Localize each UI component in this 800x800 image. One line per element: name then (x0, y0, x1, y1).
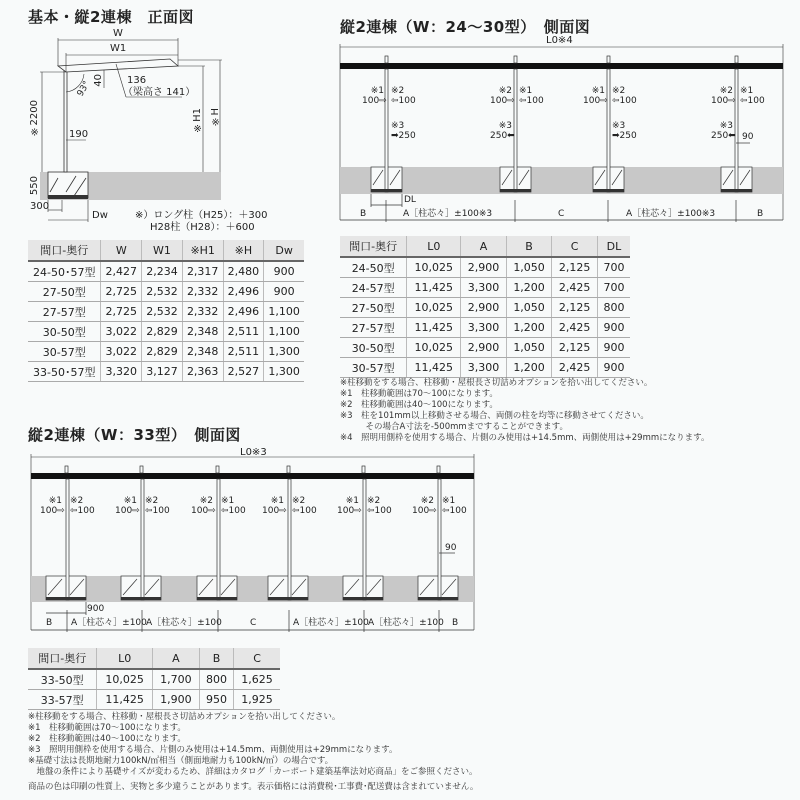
dim-h1: ※H1 (192, 108, 203, 133)
post2-move-note: ※3 250⬅ (490, 121, 515, 141)
cell: 27-50型 (28, 282, 101, 302)
note-line: ※3 照明用側枠を使用する場合、片側のみ使用は+14.5mm、両側使用は+29mmになります。 (28, 745, 398, 755)
cell: 700 (597, 257, 630, 278)
col-header: 間口-奥行 (28, 648, 97, 669)
col-header: B (506, 236, 552, 257)
bottom-dim-b-left: B (360, 209, 367, 219)
cell: 33-50･57型 (28, 362, 101, 382)
cell: 10,025 (407, 338, 461, 358)
cell: 2,511 (223, 342, 264, 362)
post33-2-left: ※1 100⇨ (115, 496, 140, 516)
dim-angle: 93° (75, 79, 93, 99)
cell: 10,025 (407, 298, 461, 318)
post4-left-note: ※2 100⇨ (711, 86, 736, 106)
cell: 3,022 (101, 322, 142, 342)
dim-dl: DL (404, 195, 416, 205)
col-header: 間口-奥行 (340, 236, 407, 257)
note-line: ※1 柱移動範囲は70〜100になります。 (28, 723, 186, 733)
bottom-dim-a-2: A［柱芯々］±100※3 (626, 209, 716, 219)
cell: 2,332 (182, 282, 223, 302)
dim-900: 900 (87, 604, 105, 614)
cell: 1,700 (152, 669, 199, 690)
cell: 24-57型 (340, 278, 407, 298)
cell: 2,527 (223, 362, 264, 382)
dim-w1: W1 (110, 43, 127, 54)
cell: 1,925 (234, 690, 280, 710)
cell: 3,022 (101, 342, 142, 362)
post1-move-note: ※3 ➡250 (391, 121, 416, 141)
table-row (28, 669, 280, 690)
note-line: ※基礎寸法は長期地耐力100kN/㎡相当（側面地耐力も100kN/㎡）の場合です。 (28, 756, 334, 766)
cell: 3,300 (461, 278, 507, 298)
post33-2-right: ※2 ⇦100 (145, 496, 170, 516)
dim-beam: 136 (127, 75, 147, 86)
cell: 2,348 (182, 342, 223, 362)
col-header: DL (597, 236, 630, 257)
bottom-dim-a-1: A［柱芯々］±100※3 (403, 209, 493, 219)
table-row (28, 342, 304, 362)
table-row (340, 278, 630, 298)
col-header: C (552, 236, 598, 257)
table-row (28, 690, 280, 710)
post4-move-note: ※3 250⬅ (711, 121, 736, 141)
cell: 30-57型 (340, 358, 407, 378)
post1-right-note: ※2 ⇦100 (391, 86, 416, 106)
post1-left-note: ※1 100⇨ (362, 86, 387, 106)
col-header: W (101, 240, 142, 261)
cell: 1,100 (264, 322, 304, 342)
cell: 2,332 (182, 302, 223, 322)
notes-33 (28, 712, 478, 778)
dim-300: 300 (30, 201, 50, 212)
cell: 2,425 (552, 278, 598, 298)
cell: 800 (199, 669, 233, 690)
col-header: Dw (264, 240, 304, 261)
cell: 2,480 (223, 261, 264, 282)
cell: 1,100 (264, 302, 304, 322)
cell: 2,125 (552, 298, 598, 318)
bottom-dim-c: C (558, 209, 565, 219)
dim-dw: Dw (92, 210, 108, 221)
table-row (340, 338, 630, 358)
post3-left-note: ※1 100⇨ (583, 86, 608, 106)
note-line: 地盤の条件により基礎サイズが変わるため、詳細はカタログ「カーポート建築基準法対応商品」をご参照ください。 (28, 767, 478, 777)
cell: 2,125 (552, 257, 598, 278)
cell: 30-50型 (28, 322, 101, 342)
post33-5-right: ※2 ⇦100 (367, 496, 392, 516)
cell: 33-50型 (28, 669, 97, 690)
cell: 1,200 (506, 318, 552, 338)
post2-right-note: ※1 ⇦100 (519, 86, 544, 106)
cell: 27-57型 (340, 318, 407, 338)
cell: 1,050 (506, 257, 552, 278)
cell: 2,532 (142, 302, 183, 322)
cell: 2,496 (223, 302, 264, 322)
cell: 2,348 (182, 322, 223, 342)
cell: 1,200 (506, 358, 552, 378)
cell: 1,200 (506, 278, 552, 298)
side-spec-table-24-30 (340, 236, 630, 378)
cell: 900 (264, 282, 304, 302)
note-line: ※柱移動をする場合、柱移動・屋根長さ切詰めオプションを拾い出してください。 (28, 712, 341, 722)
post2-left-note: ※2 100⇨ (490, 86, 515, 106)
col-header: W1 (142, 240, 183, 261)
cell: 27-50型 (340, 298, 407, 318)
cell: 3,300 (461, 358, 507, 378)
side-view-33-title: 縦2連棟（W：33型） 側面図 (28, 426, 241, 444)
table-row (340, 358, 630, 378)
dim-90: 90 (742, 132, 754, 142)
cell: 24-50･57型 (28, 261, 101, 282)
col-header: A (461, 236, 507, 257)
cell: 2,725 (101, 302, 142, 322)
cell: 900 (597, 338, 630, 358)
cell: 2,900 (461, 257, 507, 278)
table-row (28, 261, 304, 282)
cell: 900 (264, 261, 304, 282)
cell: 1,900 (152, 690, 199, 710)
dim-w: W (113, 28, 123, 39)
col-header: A (152, 648, 199, 669)
dim-l0-33: L0※3 (240, 447, 267, 458)
cell: 2,234 (142, 261, 183, 282)
post3-move-note: ※3 ➡250 (612, 121, 637, 141)
notes-24-30 (340, 378, 709, 444)
side-view-33-diagram (0, 440, 440, 640)
cell: 2,496 (223, 282, 264, 302)
col-header: ※H (223, 240, 264, 261)
front-view-title: 基本・縦2連棟 正面図 (28, 8, 194, 26)
dim-550: 550 (29, 176, 40, 196)
cell: 24-50型 (340, 257, 407, 278)
bottom33-a-3: A［柱芯々］±100 (293, 618, 369, 628)
front-view-diagram (0, 0, 330, 230)
cell: 950 (199, 690, 233, 710)
post33-4-left: ※1 100⇨ (262, 496, 287, 516)
cell: 2,427 (101, 261, 142, 282)
post33-3-left: ※2 100⇨ (191, 496, 216, 516)
table-row (28, 362, 304, 382)
bottom33-a-4: A［柱芯々］±100 (368, 618, 444, 628)
cell: 2,829 (142, 342, 183, 362)
post3-right-note: ※2 ⇦100 (612, 86, 637, 106)
cell: 2,425 (552, 358, 598, 378)
front-spec-table (28, 240, 304, 382)
post33-4-right: ※2 ⇦100 (292, 496, 317, 516)
col-header: L0 (407, 236, 461, 257)
table-row (28, 322, 304, 342)
dim-l0: L0※4 (546, 35, 573, 46)
dim-190: 190 (69, 129, 89, 140)
cell: 2,125 (552, 338, 598, 358)
bottom33-b-left: B (46, 618, 53, 628)
cell: 10,025 (407, 257, 461, 278)
cell: 2,900 (461, 298, 507, 318)
cell: 3,127 (142, 362, 183, 382)
post33-6-left: ※2 100⇨ (412, 496, 437, 516)
table-row (28, 302, 304, 322)
note-line: ※3 柱を101mm以上移動させる場合、両側の柱を均等に移動させてください。 (340, 411, 649, 421)
side-view-24-30-title: 縦2連棟（W：24〜30型） 側面図 (340, 18, 591, 36)
table-row (340, 298, 630, 318)
col-header: ※H1 (182, 240, 223, 261)
cell: 11,425 (407, 278, 461, 298)
post33-6-right: ※1 ⇦100 (442, 496, 467, 516)
cell: 2,317 (182, 261, 223, 282)
cell: 2,363 (182, 362, 223, 382)
cell: 900 (597, 318, 630, 338)
post33-3-right: ※1 ⇦100 (221, 496, 246, 516)
table-row (340, 257, 630, 278)
dim-beam-height: （梁高さ 141） (123, 87, 196, 98)
col-header: L0 (97, 648, 153, 669)
cell: 30-50型 (340, 338, 407, 358)
bottom33-b-right: B (452, 618, 459, 628)
post33-1-right: ※2 ⇦100 (70, 496, 95, 516)
footer-note: 商品の色は印刷の性質上、実物と多少違うことがあります。表示価格には消費税･工事費･配送費は含まれていません。 (28, 782, 479, 792)
post33-1-left: ※1 100⇨ (40, 496, 65, 516)
col-header: C (234, 648, 280, 669)
note-line: ※4 照明用側枠を使用する場合、片側のみ使用は+14.5mm、両側使用は+29mmになります。 (340, 433, 710, 443)
cell: 27-57型 (28, 302, 101, 322)
table-row (340, 318, 630, 338)
cell: 1,625 (234, 669, 280, 690)
note-line: ※2 柱移動範囲は40〜100になります。 (28, 734, 186, 744)
post33-5-left: ※1 100⇨ (337, 496, 362, 516)
col-header: B (199, 648, 233, 669)
bottom33-c: C (250, 618, 257, 628)
cell: 2,532 (142, 282, 183, 302)
note-h28-post: H28柱（H28）：＋600 (150, 222, 255, 233)
side-view-24-30-diagram (330, 0, 800, 230)
cell: 1,050 (506, 338, 552, 358)
table-row (28, 282, 304, 302)
cell: 3,300 (461, 318, 507, 338)
cell: 2,900 (461, 338, 507, 358)
cell: 33-57型 (28, 690, 97, 710)
dim-2200: ※2200 (29, 100, 40, 137)
note-line: ※2 柱移動範囲は40〜100になります。 (340, 400, 498, 410)
bottom-dim-b-right: B (757, 209, 764, 219)
dim-h: ※H (210, 108, 221, 127)
cell: 11,425 (97, 690, 153, 710)
dim-40: 40 (93, 74, 104, 87)
cell: 10,025 (97, 669, 153, 690)
cell: 30-57型 (28, 342, 101, 362)
cell: 800 (597, 298, 630, 318)
col-header: 間口-奥行 (28, 240, 101, 261)
cell: 2,511 (223, 322, 264, 342)
cell: 2,725 (101, 282, 142, 302)
post4-right-note: ※1 ⇦100 (740, 86, 765, 106)
cell: 700 (597, 278, 630, 298)
cell: 2,829 (142, 322, 183, 342)
cell: 1,050 (506, 298, 552, 318)
cell: 2,425 (552, 318, 598, 338)
note-line: ※1 柱移動範囲は70〜100になります。 (340, 389, 498, 399)
note-line: その場合A寸法を-500mmまですることができます。 (340, 422, 568, 432)
bottom33-a-2: A［柱芯々］±100 (146, 618, 222, 628)
dim-90-33: 90 (445, 543, 457, 553)
note-long-post: ※）ロング柱（H25）：＋300 (135, 210, 268, 221)
cell: 3,320 (101, 362, 142, 382)
note-line: ※柱移動をする場合、柱移動・屋根長さ切詰めオプションを拾い出してください。 (340, 378, 653, 388)
cell: 1,300 (264, 362, 304, 382)
cell: 900 (597, 358, 630, 378)
side-spec-table-33 (28, 648, 280, 710)
cell: 1,300 (264, 342, 304, 362)
cell: 11,425 (407, 318, 461, 338)
cell: 11,425 (407, 358, 461, 378)
bottom33-a-1: A［柱芯々］±100 (71, 618, 147, 628)
